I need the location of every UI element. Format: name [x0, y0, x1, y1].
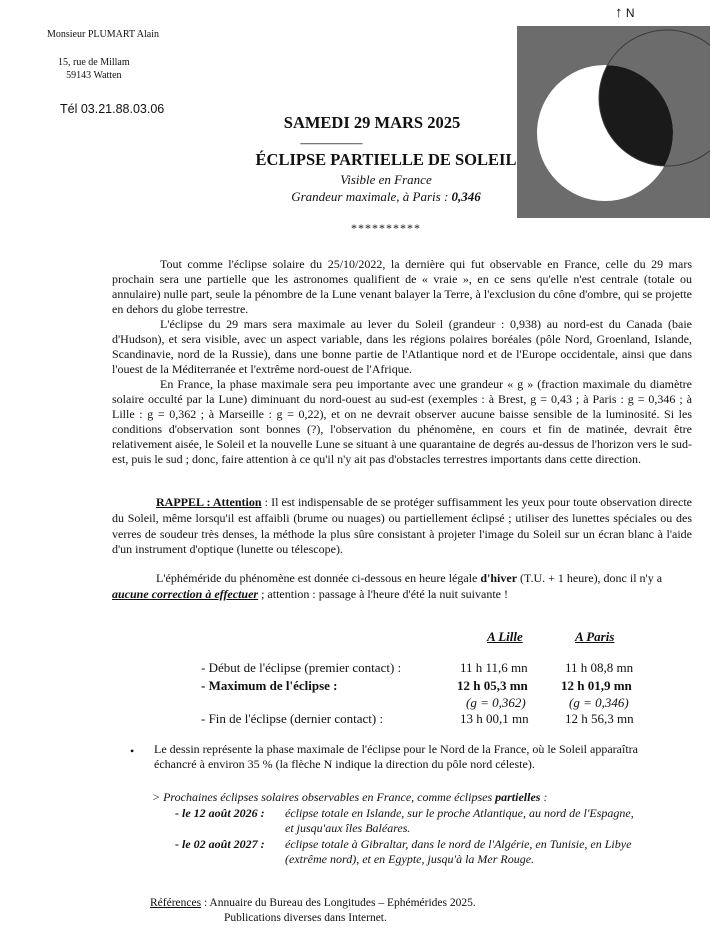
drawing-note: Le dessin représente la phase maximale de l'éclipse pour le Nord de la France, où le Soleil apparaîtra échancré à environ 35 % (la flèche N indique la direction du pôle nord céleste). — [154, 742, 638, 771]
sender-street: 15, rue de Millam — [58, 57, 130, 68]
title-separator: ------------------------------- — [300, 138, 362, 148]
references-label: Références — [150, 897, 202, 909]
row-end-paris: 12 h 56,3 mn — [565, 711, 634, 726]
north-label: N — [625, 6, 635, 20]
row-max-paris: 12 h 01,9 mn — [561, 678, 632, 693]
references-line2: Publications diverses dans Internet. — [224, 912, 387, 924]
magnitude-value: 0,346 — [451, 189, 481, 204]
warning-text: : Il est indispensable de se protéger suffisamment les yeux pour toute observation directe du Soleil, même lorsqu'il est affaibli (brume ou nuages) ou partiellement éclipsé ; utiliser des lunettes spéciales ou des verres de soudeur très denses, la méthode la plus sûre consistant à projeter l'image du Soleil sur un écran blanc à l'aide d'un instrument d'optique (lunette ou télescope). — [112, 495, 692, 557]
magnitude-line — [0, 189, 720, 205]
sender-city: 59143 Watten — [66, 70, 122, 81]
paragraph-intro: Tout comme l'éclipse solaire du 25/10/2022, la dernière qui fut observable en France, celle du 29 mars prochain sera une partielle que les astronomes qualifient de « vraie », en ce sens qu'elle n'est centrale (totale ou annulaire) nulle part, seule la pénombre de la Lune venant balayer la Terre, à l'exclusion du cône d'ombre, qui se projette en dehors du globe terrestre. — [112, 257, 692, 316]
paragraph-visibility: L'éclipse du 29 mars sera maximale au lever du Soleil (grandeur : 0,938) au nord-est du Canada (baie d'Hudson), et sera visible, avec un aspect variable, dans les régions polaires boréales (pôle Nord, Groenland, Islande, Scandinavie, nord de la Russie), dans une bonne partie de l'Atlantique nord et de l'Europe occidentale, ainsi que dans l'ouest de la Méditerranée et l'extrême nord-ouest de l'Afrique. — [112, 317, 692, 376]
eclipse-2027-text: éclipse totale à Gibraltar, dans le nord de l'Algérie, en Tunisie, en Libye (extrême nord), et en Egypte, jusqu'à la Mer Rouge. — [285, 837, 632, 867]
magnitude-label: Grandeur maximale, à Paris : — [291, 189, 452, 204]
row-mag-lille: (g = 0,362) — [466, 695, 526, 710]
event-date: SAMEDI 29 MARS 2025 — [283, 113, 461, 132]
safety-warning — [112, 495, 692, 558]
eclipse-2026-date: - le 12 août 2026 : — [175, 806, 265, 820]
sender-name: Monsieur PLUMART Alain — [47, 29, 159, 40]
page-title: ÉCLIPSE PARTIELLE DE SOLEIL — [255, 150, 517, 169]
row-start-label: - Début de l'éclipse (premier contact) : — [201, 660, 402, 675]
ephemeris-intro: L'éphéméride du phénomène est donnée ci-dessous en heure légale d'hiver (T.U. + 1 heure), donc il n'y a aucune correction à effectuer ; attention : passage à l'heure d'été la nuit suivante ! — [112, 571, 663, 601]
subtitle: Visible en France — [340, 172, 432, 187]
row-end-label: - Fin de l'éclipse (dernier contact) : — [201, 711, 384, 726]
stars-separator: ********** — [351, 221, 421, 235]
partial-word: partielles — [495, 790, 541, 804]
row-max-lille: 12 h 05,3 mn — [457, 678, 528, 693]
note-bullet: • — [130, 744, 135, 758]
column-header-lille: A Lille — [487, 629, 523, 644]
paragraph-france: En France, la phase maximale sera peu importante avec une grandeur « g » (fraction maximale du diamètre solaire occulté par la Lune) diminuant du nord-ouest au sud-est (exemples : à Brest, g = 0,43 ; à Paris : g = 0,346 ; à Lille : g = 0,362 ; à Marseille : g = 0,22), et on ne devrait observer aucune baisse sensible de la luminosité. Si les conditions d'observation sont bonnes (?), l'observation du phénomène, en cours et fin de matinée, devrait être relativement aisée, le Soleil et la nouvelle Lune se situant à une quarantaine de degrés au-dessus de l'horizon vers le sud-est, puis le sud ; donc, faire attention à ce qu'il n'y ait pas d'obstacles terrestres importants dans cette direction. — [112, 377, 692, 466]
sender-phone: Tél 03.21.88.03.06 — [60, 102, 165, 116]
winter-time: d'hiver — [480, 571, 518, 585]
column-header-paris: A Paris — [575, 629, 615, 644]
row-mag-paris: (g = 0,346) — [569, 695, 629, 710]
row-max-label: - Maximum de l'éclipse : — [201, 678, 338, 693]
eclipse-2026-text: éclipse totale en Islande, sur le proche Atlantique, au nord de l'Espagne, et jusqu'aux îles Baléares. — [285, 806, 634, 836]
row-start-paris: 11 h 08,8 mn — [565, 660, 634, 675]
body-text — [112, 257, 692, 467]
warning-label: RAPPEL : Attention — [156, 495, 262, 509]
no-correction: aucune correction à effectuer — [112, 586, 259, 601]
references-line1: : Annuaire du Bureau des Longitudes – Ephémérides 2025. — [201, 897, 476, 909]
sender-address — [58, 56, 130, 82]
row-start-lille: 11 h 11,6 mn — [460, 660, 528, 675]
north-arrow-icon: ↑ — [615, 4, 623, 21]
references — [150, 896, 476, 926]
eclipse-2027-date: - le 02 août 2027 : — [175, 837, 265, 851]
north-indicator — [615, 4, 635, 21]
future-eclipses-intro: > Prochaines éclipses solaires observables en France, comme éclipses partielles : — [152, 790, 548, 804]
row-end-lille: 13 h 00,1 mn — [460, 711, 529, 726]
